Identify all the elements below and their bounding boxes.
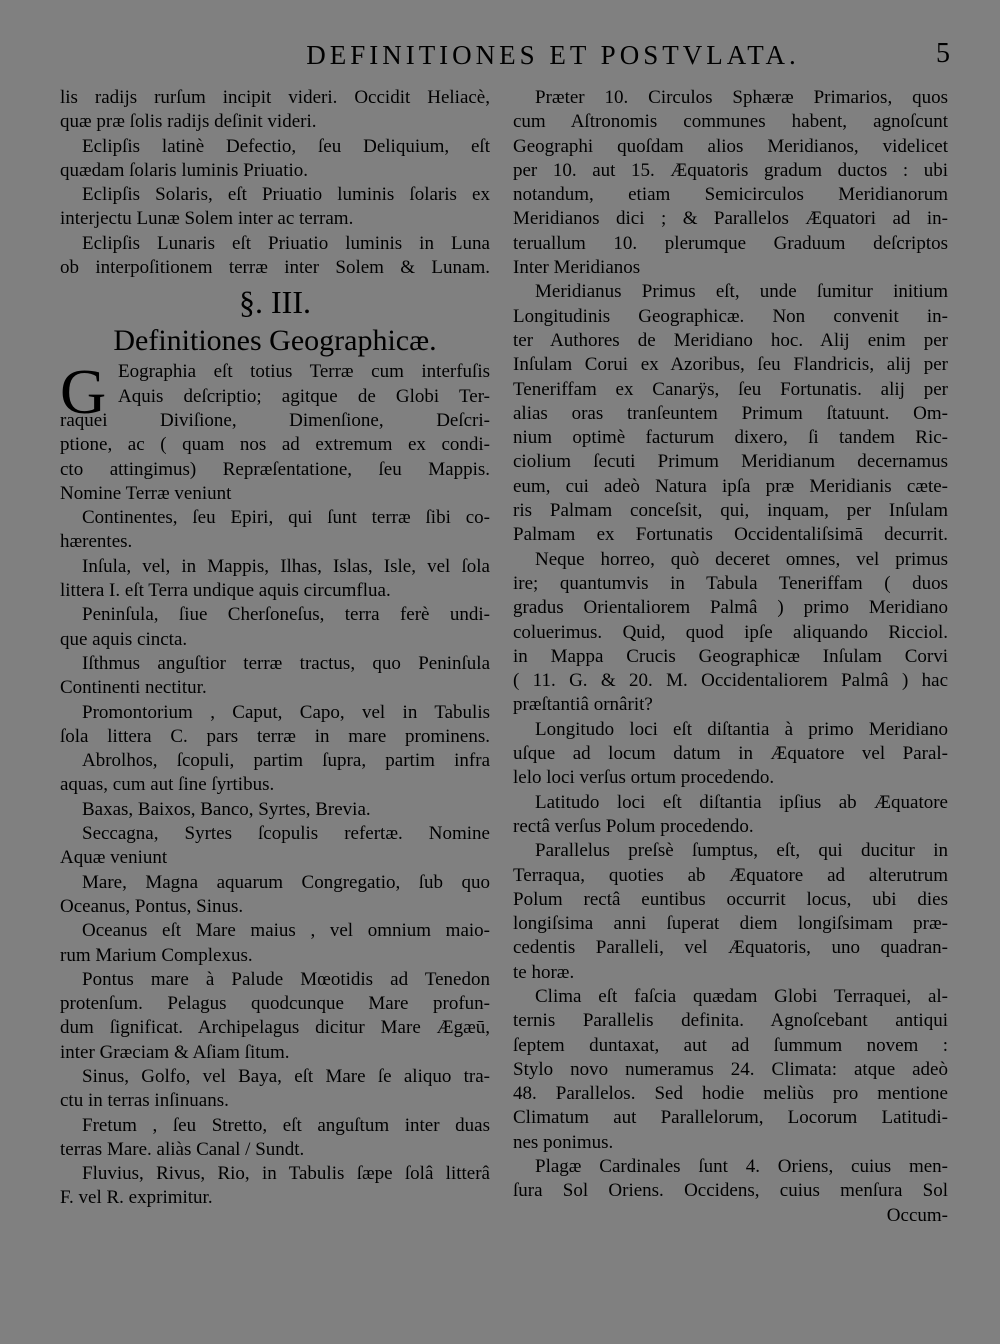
section-number: §. III. [239, 284, 311, 321]
text-line: Seccagna, Syrtes ſcopulis refertæ. Nomine [82, 823, 490, 845]
catchword: Occum- [886, 1204, 948, 1226]
text-line: ( 11. G. & 20. M. Occidentaliorem Palmâ ) hac [513, 670, 948, 692]
text-line: Polum rectâ euntibus occurrit locus, ubi dies [513, 888, 948, 910]
text-line: ſura Sol Oriens. Occidens, cuius menſura Sol [513, 1180, 948, 1202]
text-line: coluerimus. Quid, quod ipſe aliquando Ricciol. [513, 621, 948, 643]
text-line: Parallelus preſsè ſumptus, eſt, qui ducitur in [535, 840, 948, 862]
text-line: notandum, etiam Semicirculos Meridianorum [513, 184, 948, 206]
right-column [513, 86, 948, 1228]
drop-cap: G [60, 356, 107, 428]
text-line: que aquis cincta. [60, 628, 188, 650]
text-line: 48. Parallelos. Sed hodie meliùs pro mentione [513, 1083, 948, 1105]
text-line: ob interpoſitionem terræ inter Solem & Lunam. [60, 257, 490, 279]
text-line: nium optimè facturum dixero, ſi tandem Ric- [513, 427, 948, 449]
left-intro-block [60, 86, 490, 280]
text-line: Stylo novo numeramus 24. Climata: atque adeò [513, 1058, 948, 1080]
text-line: Teneriffam ex Canarÿs, ſeu Fortunatis. alij per [513, 378, 948, 400]
text-line: cum Aſtronomis communes habent, agnoſcunt [513, 111, 948, 133]
text-line: cedentis Paralleli, vel Æquatoris, uno quadran- [513, 937, 948, 959]
text-line: Fluvius, Rivus, Rio, in Tabulis ſæpe ſolâ litterâ [82, 1163, 490, 1185]
text-line: ptione, ac ( quam nos ad extremum ex condi- [60, 434, 490, 456]
text-line: quæ præ ſolis radijs deſinit videri. [60, 111, 317, 133]
text-line: Plagæ Cardinales ſunt 4. Oriens, cuius men- [535, 1156, 948, 1178]
text-line: longiſsima anni ſuperat diem longiſsimam præ- [513, 913, 948, 935]
text-line: interjectu Lunæ Solem inter ac terram. [60, 208, 354, 230]
text-line: F. vel R. exprimitur. [60, 1187, 213, 1209]
text-line: Continenti nectitur. [60, 677, 207, 699]
text-line: ſeptem duntaxat, aut ad ſummum novem : [513, 1034, 948, 1056]
text-line: rectâ verſus Polum procedendo. [513, 815, 754, 837]
text-line: rum Marium Complexus. [60, 944, 253, 966]
text-line: cto attingimus) Repræſentatione, ſeu Mappis. [60, 458, 490, 480]
text-line: Nomine Terræ veniunt [60, 482, 232, 504]
text-line: protenſum. Pelagus quodcunque Mare profun- [60, 993, 490, 1015]
left-column [60, 86, 490, 1211]
text-line: ter Authores de Meridiano hoc. Alij enim per [513, 329, 948, 351]
text-line: Aquis deſcriptio; agitque de Globi Ter- [118, 385, 490, 407]
text-line: Inſula, vel, in Mappis, Ilhas, Islas, Isle, vel ſola [82, 555, 490, 577]
text-line: raquei Diviſione, Dimenſione, Deſcri- [60, 409, 490, 431]
page-number: 5 [936, 38, 950, 69]
left-definitions-block [60, 409, 490, 1211]
text-line: te horæ. [513, 961, 575, 983]
running-title: DEFINITIONES ET POSTVLATA. [306, 40, 800, 70]
text-line: Baxas, Baixos, Banco, Syrtes, Brevia. [82, 798, 371, 820]
text-line: aquas, cum aut ſine ſyrtibus. [60, 774, 275, 796]
text-line: Eclipſis Lunaris eſt Priuatio luminis in Luna [82, 232, 490, 254]
text-line: gradus Orientaliorem Palmâ ) primo Meridiano [513, 597, 948, 619]
text-line: hærentes. [60, 531, 133, 553]
text-line: præſtantiâ ornârit? [513, 694, 653, 716]
text-line: Mare, Magna aquarum Congregatio, ſub quo [82, 871, 490, 893]
text-line: Peninſula, ſiue Cherſoneſus, terra ferè undi- [82, 604, 490, 626]
text-line: dum ſignificat. Archipelagus dicitur Mare Ægæū, [60, 1017, 490, 1039]
text-line: Clima eſt faſcia quædam Globi Terraquei, al- [535, 985, 948, 1007]
text-line: lis radijs rurſum incipit videri. Occidit Heliacè, [60, 87, 490, 108]
text-line: eum, cui adeò Natura ipſa præ Meridianis cæte- [513, 475, 948, 497]
text-line: inter Græciam & Aſiam ſitum. [60, 1041, 290, 1063]
text-line: Eclipſis latinè Defectio, ſeu Deliquium, eſt [82, 135, 490, 157]
text-line: Meridianus Primus eſt, unde ſumitur initium [535, 281, 948, 303]
text-line: Palmam ex Fortunatis Occidentaliſsimā decurrit. [513, 524, 948, 546]
text-line: Sinus, Golfo, vel Baya, eſt Mare ſe aliquo tra- [82, 1065, 490, 1087]
text-line: Eographia eſt totius Terræ cum interfuſis [118, 361, 490, 383]
text-line: in Mappa Crucis Geographicæ Inſulam Corvi [513, 645, 948, 667]
text-line: Neque horreo, quò deceret omnes, vel primus [535, 548, 948, 570]
text-line: Inter Meridianos [513, 257, 641, 279]
text-line: Abrolhos, ſcopuli, partim ſupra, partim infra [82, 750, 490, 772]
text-line: per 10. aut 15. Æquatoris gradum ductos : ubi [513, 159, 948, 181]
text-line: uſque ad locum datum in Æquatore vel Paral- [513, 743, 948, 765]
text-line: ire; quantumvis in Tabula Teneriffam ( duos [513, 572, 948, 594]
text-line: Fretum , ſeu Stretto, eſt anguſtum inter duas [82, 1114, 490, 1136]
text-line: Terraqua, quoties ab Æquatore ad alterutrum [513, 864, 948, 886]
text-line: Longitudinis Geographicæ. Non convenit in- [513, 305, 948, 327]
text-line: lelo loci verſus ortum procedendo. [513, 767, 775, 789]
page-header [0, 40, 1000, 80]
section-heading: Definitiones Geographicæ. [113, 324, 437, 358]
text-line: quædam ſolaris luminis Priuatio. [60, 159, 309, 181]
text-line: Continentes, ſeu Epiri, qui ſunt terræ ſibi co- [82, 507, 490, 529]
text-line: littera I. eſt Terra undique aquis circumflua. [60, 580, 391, 602]
text-line: Iſthmus anguſtior terræ tractus, quo Peninſula [82, 652, 490, 674]
text-line: teruallum 10. plerumque Graduum deſcriptos [513, 232, 948, 254]
text-line: Pontus mare à Palude Mœotidis ad Tenedon [82, 968, 490, 990]
text-line: Eclipſis Solaris, eſt Priuatio luminis ſolaris ex [82, 184, 490, 206]
text-line: Oceanus, Pontus, Sinus. [60, 895, 244, 917]
text-line: Aquæ veniunt [60, 847, 168, 869]
text-line: Oceanus eſt Mare maius , vel omnium maio- [82, 920, 490, 942]
text-line: nes ponimus. [513, 1131, 614, 1153]
text-line: Geographi quoſdam alios Meridianos, videlicet [513, 135, 948, 157]
text-line: Climatum aut Parallelorum, Locorum Latitudi- [513, 1107, 948, 1129]
text-line: Promontorium , Caput, Capo, vel in Tabulis [82, 701, 490, 723]
text-line: ternis Parallelis definita. Agnoſcebant antiqui [513, 1010, 948, 1032]
text-line: ctu in terras inſinuans. [60, 1090, 229, 1112]
text-line: Meridianos dici ; & Parallelos Æquatori ad in- [513, 208, 948, 230]
text-line: ris Palmam conceſsit, qui, inquam, per Inſulam [513, 500, 948, 522]
text-line: Inſulam Corui ex Azoribus, ſeu Flandricis, alij per [513, 354, 948, 376]
text-line: Longitudo loci eſt diſtantia à primo Meridiano [535, 718, 948, 740]
text-line: ſola littera C. pars terræ in mare prominens. [60, 725, 490, 747]
text-line: terras Mare. aliàs Canal / Sundt. [60, 1138, 305, 1160]
text-line: Latitudo loci eſt diſtantia ipſius ab Æquatore [535, 791, 948, 813]
text-line: alias oras tranſeuntem Primum ſtatuunt. Om- [513, 402, 948, 424]
text-line: Præter 10. Circulos Sphæræ Primarios, quos [535, 87, 948, 108]
text-line: ciolium ſecuti Primum Meridianum decernamus [513, 451, 948, 473]
